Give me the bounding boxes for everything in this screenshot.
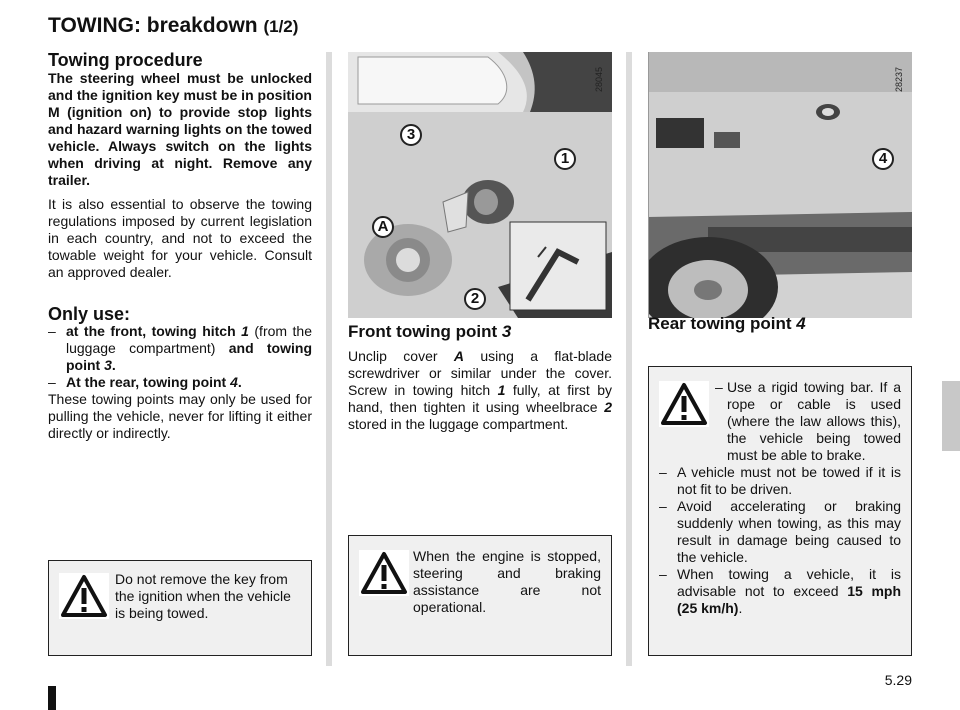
towing-procedure-heading: Towing procedure [48,50,203,70]
towing-warning-box [648,366,912,656]
rear-towing-point-illustration [648,52,912,318]
page-title-text: TOWING: breakdown [48,14,258,37]
figure-number: 28237 [894,66,904,92]
list-item: – When towing a vehicle, it is advisable not to exceed 15 mph (25 km/h). [659,566,901,616]
page-number: 5.29 [884,672,912,688]
page-title-suffix: (1/2) [263,17,299,36]
front-towing-point-heading: Front towing point 3 [348,322,512,341]
callout-4: 4 [872,148,894,170]
callout-2: 2 [464,288,486,310]
list-item: – at the front, towing hitch 1 (from the luggage compartment) and towing point 3. [48,323,312,373]
list-item: – At the rear, towing point 4. [48,374,242,390]
only-use-list [48,323,312,391]
rear-towing-point-heading: Rear towing point 4 [648,314,806,333]
column-divider [326,52,332,666]
callout-3: 3 [400,124,422,146]
chapter-tab [942,381,960,451]
towing-warning-list [659,379,901,617]
regulations-paragraph: It is also essential to observe the towing regulations imposed by current legislation in each country, and not to exceed the towable weight for your vehicle. Consult an approved dealer. [48,196,312,280]
callout-a: A [372,216,394,238]
list-item: – A vehicle must not be towed if it is not fit to be driven. [659,464,901,497]
edge-marker [48,686,56,710]
column-divider [626,52,632,666]
list-item: – Use a rigid towing bar. If a rope or cable is used (where the law allows this), the vehicle being towed must be able to brake. [715,379,901,463]
callout-1: 1 [554,148,576,170]
figure-number: 28045 [594,66,604,92]
only-use-heading: Only use: [48,304,131,324]
front-towing-point-text: Unclip cover A using a flat-blade screwdriver or similar under the cover. Screw in towing hitch 1 fully, at first by hand, then tighten it using wheelbrace 2 stored in the luggage compartment. [348,348,612,432]
page-title [48,14,298,38]
engine-stopped-warning-box [348,535,612,656]
engine-stopped-warning-text: When the engine is stopped, steering and braking assistance are not operational. [413,548,601,615]
towing-procedure-intro: The steering wheel must be unlocked and the ignition key must be in position M (ignition on) to provide stop lights and hazard warning lights on the towed vehicle. Always switch on the lights when driving at night. Remove any trailer. [48,70,312,188]
key-warning-text: Do not remove the key from the ignition when the vehicle is being towed. [115,571,291,621]
towing-points-usage-paragraph: These towing points may only be used for pulling the vehicle, never for lifting it either directly or indirectly. [48,391,312,441]
warning-triangle-icon [359,550,409,596]
front-towing-point-illustration [348,52,612,318]
warning-triangle-icon [59,573,109,619]
list-item: – Avoid accelerating or braking suddenly when towing, as this may result in damage being caused to the vehicle. [659,498,901,565]
key-warning-box [48,560,312,656]
